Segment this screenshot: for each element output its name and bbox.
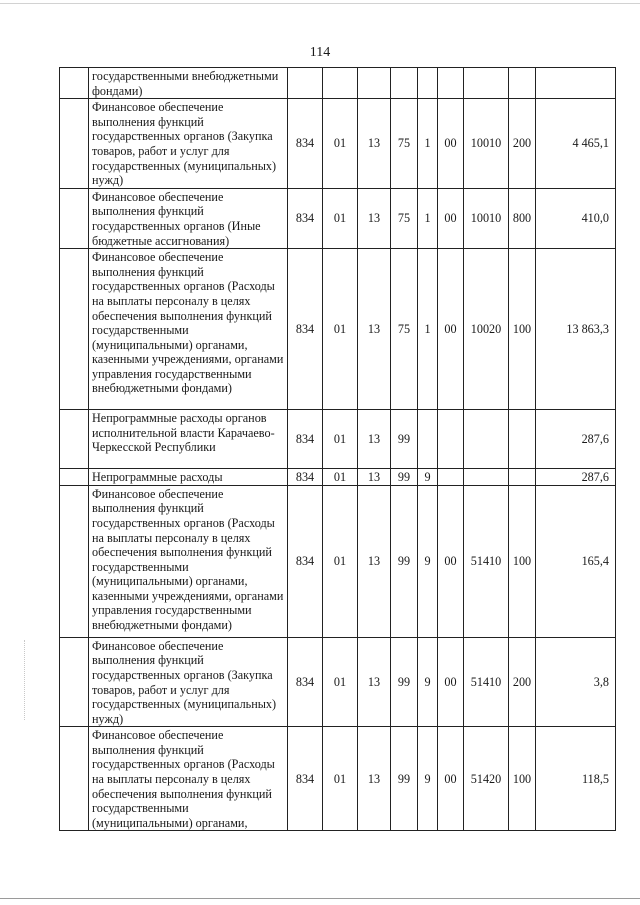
cell-main-event [438, 469, 464, 486]
cell-subprogram: 1 [418, 99, 438, 189]
cell-ministry: 834 [288, 727, 323, 831]
cell-expense-type [509, 410, 536, 469]
cell-program: 75 [391, 249, 418, 410]
cell-subprogram: 9 [418, 637, 438, 727]
cell-subprogram [418, 68, 438, 99]
cell-chapter [323, 68, 358, 99]
cell-amount [536, 68, 616, 99]
cell-main-event: 00 [438, 249, 464, 410]
cell-program: 75 [391, 99, 418, 189]
cell-section: 13 [358, 188, 391, 248]
row-description: Финансовое обеспечение выполнения функций государственных органов (Расходы на выплаты персоналу в целях обеспечения выполнения функций государственными (муниципальными) органами, казенными учреждениями, органами управления государственными внебюджетными фондами) [89, 249, 288, 410]
cell-section: 13 [358, 485, 391, 637]
cell-expense-type: 100 [509, 727, 536, 831]
table-row [60, 99, 616, 189]
cell-ministry: 834 [288, 469, 323, 486]
cell-ministry: 834 [288, 249, 323, 410]
cell-direction: 10010 [464, 188, 509, 248]
cell-ministry: 834 [288, 485, 323, 637]
table-row [60, 68, 616, 99]
row-number-cell [60, 727, 89, 831]
table-row [60, 410, 616, 469]
row-description: Финансовое обеспечение выполнения функций государственных органов (Закупка товаров, работ и услуг для государственных (муниципальных) нужд) [89, 637, 288, 727]
cell-amount: 410,0 [536, 188, 616, 248]
row-description: Непрограммные расходы [89, 469, 288, 486]
row-description: Финансовое обеспечение выполнения функций государственных органов (Расходы на выплаты персоналу в целях обеспечения выполнения функций государственными (муниципальными) органами, [89, 727, 288, 831]
cell-amount: 13 863,3 [536, 249, 616, 410]
row-number-cell [60, 469, 89, 486]
cell-section: 13 [358, 249, 391, 410]
row-description: Финансовое обеспечение выполнения функций государственных органов (Закупка товаров, работ и услуг для государственных (муниципальных) нужд) [89, 99, 288, 189]
cell-subprogram: 1 [418, 249, 438, 410]
cell-program: 99 [391, 469, 418, 486]
cell-ministry: 834 [288, 637, 323, 727]
cell-subprogram: 1 [418, 188, 438, 248]
cell-amount: 287,6 [536, 469, 616, 486]
cell-program: 99 [391, 485, 418, 637]
cell-amount: 4 465,1 [536, 99, 616, 189]
scan-edge-bottom [0, 898, 640, 899]
cell-section [358, 68, 391, 99]
cell-chapter: 01 [323, 188, 358, 248]
cell-main-event: 00 [438, 188, 464, 248]
cell-section: 13 [358, 637, 391, 727]
cell-program: 99 [391, 727, 418, 831]
row-number-cell [60, 68, 89, 99]
cell-direction: 10020 [464, 249, 509, 410]
cell-ministry: 834 [288, 99, 323, 189]
row-number-cell [60, 249, 89, 410]
cell-ministry: 834 [288, 410, 323, 469]
cell-chapter: 01 [323, 637, 358, 727]
scan-edge-mark [24, 640, 25, 720]
row-description: Финансовое обеспечение выполнения функций государственных органов (Расходы на выплаты персоналу в целях обеспечения выполнения функций государственными (муниципальными) органами, казенными учреждениями, органами управления государственными внебюджетными фондами) [89, 485, 288, 637]
table-row [60, 249, 616, 410]
cell-amount: 3,8 [536, 637, 616, 727]
cell-chapter: 01 [323, 485, 358, 637]
row-number-cell [60, 188, 89, 248]
cell-amount: 118,5 [536, 727, 616, 831]
cell-direction: 10010 [464, 99, 509, 189]
row-number-cell [60, 99, 89, 189]
cell-expense-type [509, 469, 536, 486]
row-number-cell [60, 637, 89, 727]
cell-expense-type: 100 [509, 485, 536, 637]
cell-main-event [438, 410, 464, 469]
cell-section: 13 [358, 410, 391, 469]
cell-main-event: 00 [438, 485, 464, 637]
table-row [60, 469, 616, 486]
cell-expense-type: 800 [509, 188, 536, 248]
cell-ministry: 834 [288, 188, 323, 248]
cell-subprogram [418, 410, 438, 469]
cell-chapter: 01 [323, 727, 358, 831]
table-row [60, 485, 616, 637]
row-description: государственными внебюджетными фондами) [89, 68, 288, 99]
budget-table [59, 67, 616, 831]
cell-expense-type: 100 [509, 249, 536, 410]
cell-chapter: 01 [323, 469, 358, 486]
budget-table-body [60, 68, 616, 831]
cell-direction [464, 469, 509, 486]
cell-subprogram: 9 [418, 485, 438, 637]
cell-main-event [438, 68, 464, 99]
cell-program [391, 68, 418, 99]
cell-section: 13 [358, 99, 391, 189]
cell-chapter: 01 [323, 99, 358, 189]
cell-section: 13 [358, 469, 391, 486]
cell-amount: 287,6 [536, 410, 616, 469]
row-description: Непрограммные расходы органов исполнительной власти Карачаево-Черкесской Республики [89, 410, 288, 469]
cell-main-event: 00 [438, 99, 464, 189]
row-description: Финансовое обеспечение выполнения функций государственных органов (Иные бюджетные ассигнования) [89, 188, 288, 248]
cell-program: 99 [391, 637, 418, 727]
cell-direction: 51410 [464, 637, 509, 727]
cell-program: 99 [391, 410, 418, 469]
cell-expense-type: 200 [509, 99, 536, 189]
cell-ministry [288, 68, 323, 99]
row-number-cell [60, 485, 89, 637]
cell-direction [464, 410, 509, 469]
cell-chapter: 01 [323, 410, 358, 469]
page-number: 114 [309, 45, 331, 60]
cell-direction [464, 68, 509, 99]
cell-main-event: 00 [438, 727, 464, 831]
table-row [60, 727, 616, 831]
table-row [60, 637, 616, 727]
cell-amount: 165,4 [536, 485, 616, 637]
cell-direction: 51420 [464, 727, 509, 831]
cell-expense-type [509, 68, 536, 99]
scan-edge-top [0, 3, 640, 4]
cell-program: 75 [391, 188, 418, 248]
cell-subprogram: 9 [418, 727, 438, 831]
table-row [60, 188, 616, 248]
cell-expense-type: 200 [509, 637, 536, 727]
cell-main-event: 00 [438, 637, 464, 727]
cell-chapter: 01 [323, 249, 358, 410]
row-number-cell [60, 410, 89, 469]
cell-direction: 51410 [464, 485, 509, 637]
cell-subprogram: 9 [418, 469, 438, 486]
cell-section: 13 [358, 727, 391, 831]
